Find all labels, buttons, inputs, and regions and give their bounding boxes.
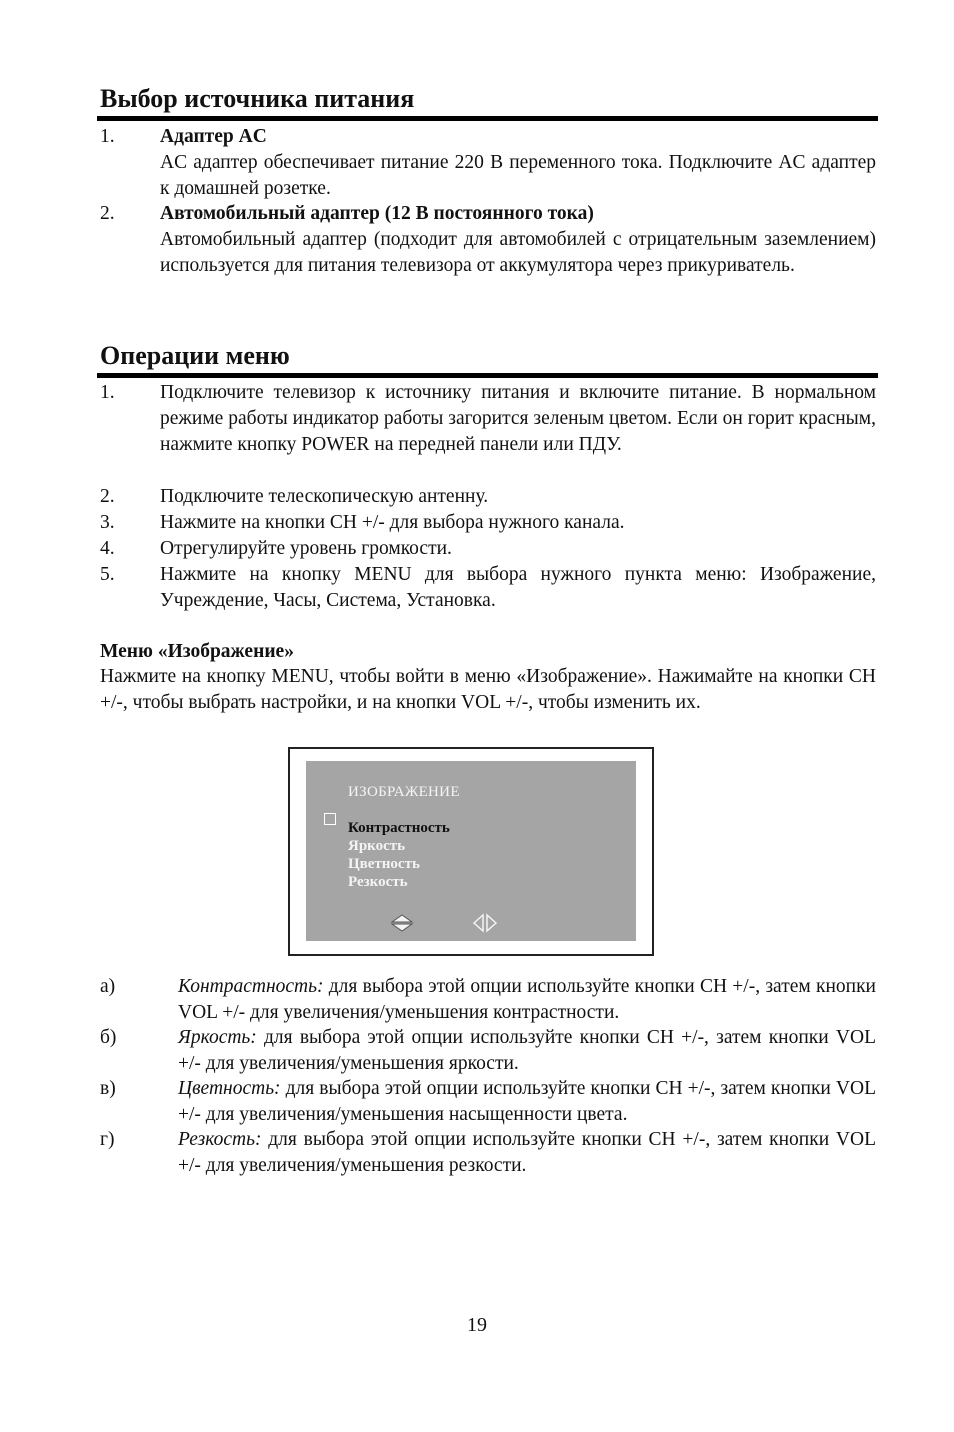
section-heading-power-source: Выбор источника питания (100, 84, 415, 113)
option-term: Контрастность: (178, 976, 324, 997)
item-number: 4. (100, 538, 115, 559)
list-item (100, 201, 876, 279)
option-letter: в) (100, 1078, 116, 1099)
item-text: Подключите телевизор к источнику питания и включите питание. В нормальном режиме работы индикатор работы загорится зеленым цветом. Если он горит красным, нажмите кнопку POWER на передней панели или ПДУ. (160, 382, 876, 455)
option-text: для выбора этой опции используйте кнопки CH +/-, затем кнопки VOL +/- для увеличения/уменьшения яркости. (178, 1027, 876, 1074)
list-item (100, 124, 876, 202)
menu-screen-illustration (288, 747, 654, 956)
osd-item-color: Цветность (348, 856, 420, 872)
option-letter: а) (100, 976, 116, 997)
picture-menu-intro: Нажмите на кнопку MENU, чтобы войти в меню «Изображение». Нажимайте на кнопки CH +/-, чтобы выбрать настройки, и на кнопки VOL +/-, чтобы изменить их. (100, 666, 876, 713)
osd-item-sharpness: Резкость (348, 874, 408, 890)
option-item (100, 1076, 876, 1128)
item-title: Адаптер AC (160, 126, 267, 147)
item-text: Нажмите на кнопку MENU для выбора нужного пункта меню: Изображение, Учреждение, Часы, Система, Установка. (160, 564, 876, 611)
list-item (100, 484, 876, 510)
option-item (100, 1025, 876, 1077)
option-text: для выбора этой опции используйте кнопки CH +/-, затем кнопки VOL +/- для увеличения/уменьшения контрастности. (178, 976, 876, 1023)
item-text: AC адаптер обеспечивает питание 220 В переменного тока. Подключите AC адаптер к домашней розетке. (160, 152, 876, 199)
selection-cursor-icon (324, 813, 336, 825)
osd-item-brightness: Яркость (348, 838, 406, 854)
subheading-picture-menu: Меню «Изображение» (100, 641, 294, 662)
list-item (100, 380, 876, 458)
option-letter: г) (100, 1129, 115, 1150)
item-text: Отрегулируйте уровень громкости. (160, 538, 452, 559)
item-text: Автомобильный адаптер (подходит для автомобилей с отрицательным заземлением) используется для питания телевизора от аккумулятора через прикуриватель. (160, 229, 876, 276)
option-term: Резкость: (178, 1129, 262, 1150)
item-number: 5. (100, 564, 115, 585)
option-item (100, 1127, 876, 1179)
option-item (100, 974, 876, 1026)
option-term: Яркость: (178, 1027, 257, 1048)
item-title: Автомобильный адаптер (12 В постоянного тока) (160, 203, 594, 224)
item-text: Подключите телескопическую антенну. (160, 486, 489, 507)
item-number: 2. (100, 203, 115, 224)
item-number: 1. (100, 126, 115, 147)
section-heading-menu-operations: Операции меню (100, 341, 290, 370)
item-text: Нажмите на кнопки CH +/- для выбора нужного канала. (160, 512, 625, 533)
heading-rule (97, 116, 878, 121)
option-term: Цветность: (178, 1078, 281, 1099)
item-number: 2. (100, 486, 115, 507)
option-text: для выбора этой опции используйте кнопки CH +/-, затем кнопки VOL +/- для увеличения/уменьшения резкости. (178, 1129, 876, 1176)
left-right-arrows-icon (472, 913, 498, 933)
page-number: 19 (467, 1314, 487, 1336)
item-number: 3. (100, 512, 115, 533)
option-text: для выбора этой опции используйте кнопки CH +/-, затем кнопки VOL +/- для увеличения/уменьшения насыщенности цвета. (178, 1078, 876, 1125)
list-item (100, 562, 876, 614)
up-down-arrows-icon (390, 913, 414, 933)
heading-rule (97, 373, 878, 378)
option-letter: б) (100, 1027, 117, 1048)
osd-screen (306, 761, 636, 941)
osd-title: ИЗОБРАЖЕНИЕ (348, 784, 460, 800)
list-item (100, 510, 876, 536)
list-item (100, 536, 876, 562)
item-number: 1. (100, 382, 115, 403)
osd-item-contrast: Контрастность (348, 820, 450, 836)
